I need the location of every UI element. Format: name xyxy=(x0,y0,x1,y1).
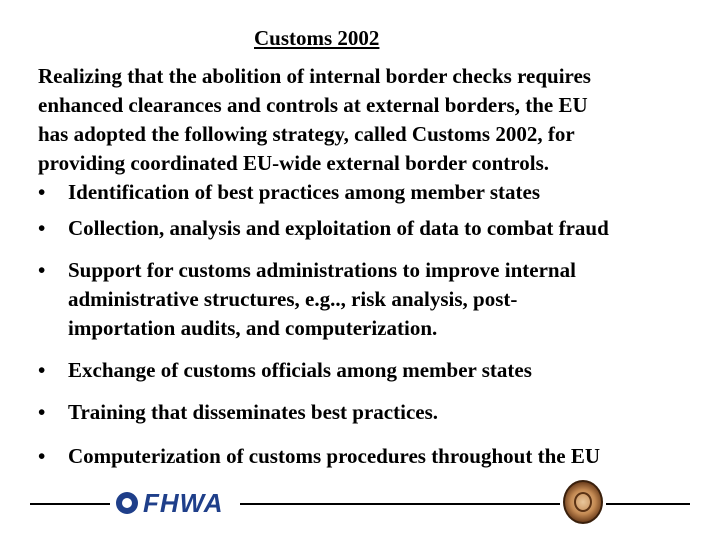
bullet-item xyxy=(38,356,708,385)
intro-line: providing coordinated EU-wide external border controls. xyxy=(38,151,549,175)
bullet-icon: • xyxy=(38,400,46,424)
bullet-text: Collection, analysis and exploitation of data to combat fraud xyxy=(68,216,609,240)
bullet-icon: • xyxy=(38,258,46,282)
bullet-item xyxy=(38,178,708,207)
intro-line: has adopted the following strategy, called Customs 2002, for xyxy=(38,122,575,146)
bullet-text: Exchange of customs officials among member states xyxy=(68,358,532,382)
bullet-text: importation audits, and computerization. xyxy=(68,316,438,340)
bullet-text: Computerization of customs procedures throughout the EU xyxy=(68,444,601,468)
bullet-text: Support for customs administrations to improve internal xyxy=(68,258,576,282)
fhwa-emblem-icon xyxy=(116,492,138,514)
intro-paragraph xyxy=(38,62,708,178)
seal-icon xyxy=(563,480,603,524)
bullet-icon: • xyxy=(38,444,46,468)
bullet-item xyxy=(38,442,708,471)
fhwa-logo-text: FHWA xyxy=(143,487,224,518)
intro-line: enhanced clearances and controls at external borders, the EU xyxy=(38,93,588,117)
footer-divider-middle xyxy=(240,503,560,505)
page-title: Customs 2002 xyxy=(254,26,380,50)
bullet-icon: • xyxy=(38,358,46,382)
bullet-text: administrative structures, e.g.., risk analysis, post- xyxy=(68,287,518,311)
bullet-icon: • xyxy=(38,216,46,240)
footer-divider-right xyxy=(606,503,690,505)
bullet-icon: • xyxy=(38,180,46,204)
footer-divider-left xyxy=(30,503,110,505)
bullet-text: Training that disseminates best practices. xyxy=(68,400,439,424)
bullet-item xyxy=(38,214,708,243)
fhwa-logo xyxy=(116,488,224,518)
bullet-item xyxy=(38,398,708,427)
intro-line: Realizing that the abolition of internal border checks requires xyxy=(38,64,591,88)
bullet-item xyxy=(38,256,708,343)
bullet-text: Identification of best practices among member states xyxy=(68,180,541,204)
